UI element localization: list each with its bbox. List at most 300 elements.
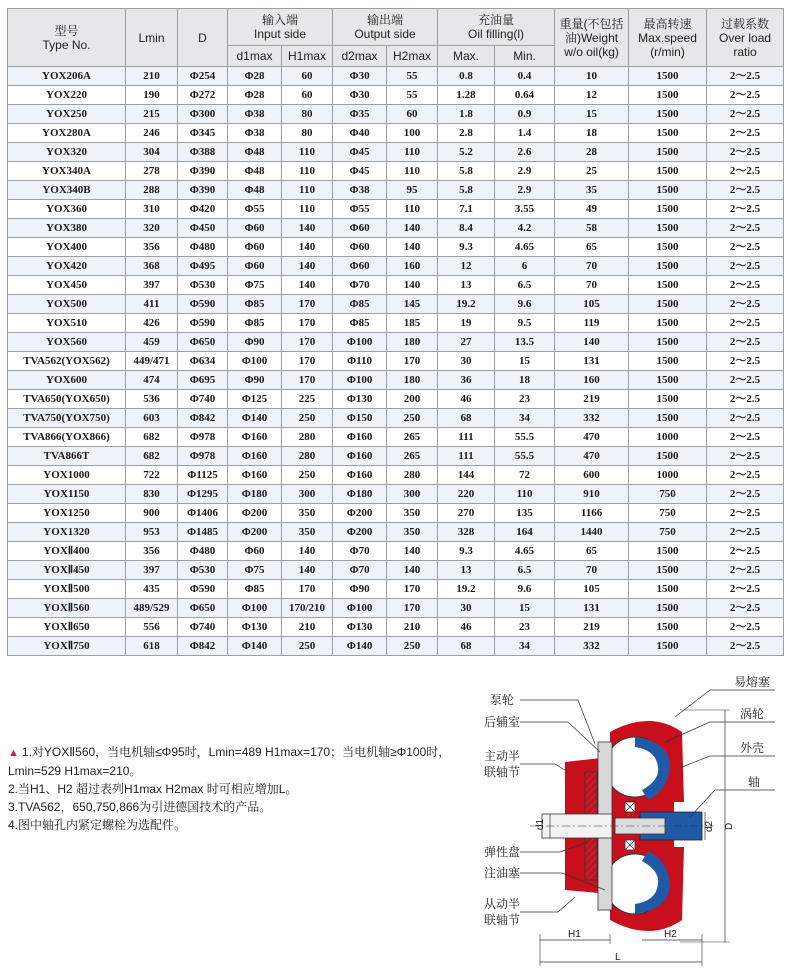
- cell-speed: 1500: [629, 333, 707, 352]
- cell-h1max: 60: [282, 67, 333, 86]
- cell-d: Φ450: [178, 219, 228, 238]
- cell-lmin: 536: [126, 390, 178, 409]
- cell-type: YOX340B: [8, 181, 126, 200]
- cell-d: Φ650: [178, 333, 228, 352]
- cell-oil-min: 1.4: [495, 124, 555, 143]
- table-row: [8, 314, 784, 333]
- cell-speed: 1500: [629, 124, 707, 143]
- cell-d: Φ530: [178, 561, 228, 580]
- cell-d2max: Φ150: [333, 409, 387, 428]
- cell-d1max: Φ75: [228, 276, 282, 295]
- cell-weight: 332: [555, 637, 629, 656]
- cell-d1max: Φ60: [228, 542, 282, 561]
- cell-h1max: 250: [282, 466, 333, 485]
- cell-d: Φ978: [178, 428, 228, 447]
- cell-d: Φ978: [178, 447, 228, 466]
- cell-h1max: 170: [282, 295, 333, 314]
- cell-d2max: Φ85: [333, 295, 387, 314]
- cell-overload: 2～2.5: [707, 618, 784, 637]
- cell-overload: 2～2.5: [707, 390, 784, 409]
- cell-overload: 2～2.5: [707, 314, 784, 333]
- cell-speed: 1500: [629, 276, 707, 295]
- cell-lmin: 426: [126, 314, 178, 333]
- cell-oil-max: 12: [438, 257, 495, 276]
- cell-h2max: 350: [387, 504, 438, 523]
- cell-d2max: Φ160: [333, 428, 387, 447]
- cell-oil-max: 19.2: [438, 295, 495, 314]
- header-oil-min: Min.: [495, 46, 555, 67]
- cell-type: YOX206A: [8, 67, 126, 86]
- cell-d2max: Φ30: [333, 86, 387, 105]
- cell-oil-max: 9.3: [438, 542, 495, 561]
- cell-lmin: 474: [126, 371, 178, 390]
- cell-speed: 1500: [629, 352, 707, 371]
- cell-d2max: Φ90: [333, 580, 387, 599]
- table-row: [8, 618, 784, 637]
- cell-overload: 2～2.5: [707, 333, 784, 352]
- cell-oil-max: 5.8: [438, 162, 495, 181]
- cell-h2max: 140: [387, 219, 438, 238]
- cell-h2max: 180: [387, 371, 438, 390]
- cell-lmin: 953: [126, 523, 178, 542]
- cell-weight: 105: [555, 580, 629, 599]
- table-row: [8, 238, 784, 257]
- spec-table-body: [8, 67, 784, 656]
- cell-type: YOXⅡ500: [8, 580, 126, 599]
- cell-speed: 750: [629, 485, 707, 504]
- cell-oil-max: 46: [438, 618, 495, 637]
- cell-d2max: Φ140: [333, 637, 387, 656]
- cell-speed: 1500: [629, 580, 707, 599]
- cell-oil-min: 164: [495, 523, 555, 542]
- table-row: [8, 409, 784, 428]
- label-shaft: 轴: [748, 775, 761, 789]
- cell-d: Φ420: [178, 200, 228, 219]
- cell-d2max: Φ85: [333, 314, 387, 333]
- cell-lmin: 618: [126, 637, 178, 656]
- cell-lmin: 368: [126, 257, 178, 276]
- cell-type: TVA866(YOX866): [8, 428, 126, 447]
- cell-oil-min: 15: [495, 352, 555, 371]
- cell-speed: 1500: [629, 238, 707, 257]
- table-row: [8, 276, 784, 295]
- cell-type: YOX400: [8, 238, 126, 257]
- cell-d: Φ842: [178, 409, 228, 428]
- cell-d2max: Φ60: [333, 257, 387, 276]
- cell-d: Φ254: [178, 67, 228, 86]
- cell-overload: 2～2.5: [707, 447, 784, 466]
- cell-d: Φ1485: [178, 523, 228, 542]
- cell-speed: 1000: [629, 428, 707, 447]
- header-speed: 最高转速 Max.speed (r/min): [629, 9, 707, 67]
- cell-oil-min: 9.6: [495, 295, 555, 314]
- cell-d: Φ1295: [178, 485, 228, 504]
- cell-h2max: 55: [387, 67, 438, 86]
- cell-h2max: 200: [387, 390, 438, 409]
- cell-d2max: Φ160: [333, 466, 387, 485]
- cell-d: Φ590: [178, 314, 228, 333]
- cell-lmin: 682: [126, 447, 178, 466]
- cell-h2max: 140: [387, 238, 438, 257]
- cell-speed: 1000: [629, 466, 707, 485]
- cell-oil-max: 19.2: [438, 580, 495, 599]
- cell-d1max: Φ140: [228, 637, 282, 656]
- cell-oil-max: 27: [438, 333, 495, 352]
- cell-h1max: 140: [282, 257, 333, 276]
- cell-lmin: 459: [126, 333, 178, 352]
- cell-d: Φ740: [178, 390, 228, 409]
- cell-d1max: Φ100: [228, 352, 282, 371]
- cell-d1max: Φ48: [228, 162, 282, 181]
- cell-weight: 470: [555, 447, 629, 466]
- cell-h1max: 140: [282, 542, 333, 561]
- dim-L: L: [615, 952, 621, 963]
- cell-speed: 750: [629, 523, 707, 542]
- cell-speed: 1500: [629, 67, 707, 86]
- cell-d2max: Φ130: [333, 618, 387, 637]
- cell-overload: 2～2.5: [707, 466, 784, 485]
- dim-H2: H2: [664, 929, 677, 940]
- cell-weight: 219: [555, 618, 629, 637]
- header-output: 输出端 Output side: [333, 9, 438, 46]
- cell-speed: 1500: [629, 447, 707, 466]
- cell-h2max: 110: [387, 162, 438, 181]
- cell-d2max: Φ180: [333, 485, 387, 504]
- label-drive-half-2: 联轴节: [484, 765, 521, 779]
- cell-h1max: 60: [282, 86, 333, 105]
- cell-overload: 2～2.5: [707, 542, 784, 561]
- cell-d: Φ345: [178, 124, 228, 143]
- header-d1max: d1max: [228, 46, 282, 67]
- cell-lmin: 682: [126, 428, 178, 447]
- header-d2max: d2max: [333, 46, 387, 67]
- cell-oil-max: 46: [438, 390, 495, 409]
- header-oil-max: Max.: [438, 46, 495, 67]
- cell-oil-min: 110: [495, 485, 555, 504]
- cell-speed: 1500: [629, 599, 707, 618]
- table-row: [8, 485, 784, 504]
- table-row: [8, 466, 784, 485]
- cell-oil-min: 4.65: [495, 238, 555, 257]
- cell-overload: 2～2.5: [707, 523, 784, 542]
- cell-h2max: 140: [387, 542, 438, 561]
- cell-type: YOX250: [8, 105, 126, 124]
- cell-oil-max: 36: [438, 371, 495, 390]
- header-overload: 过载系数 Over load ratio: [707, 9, 784, 67]
- cell-type: TVA866T: [8, 447, 126, 466]
- cell-d: Φ495: [178, 257, 228, 276]
- cell-lmin: 556: [126, 618, 178, 637]
- table-row: [8, 523, 784, 542]
- cell-oil-min: 34: [495, 409, 555, 428]
- cell-h1max: 170: [282, 352, 333, 371]
- cell-oil-max: 8.4: [438, 219, 495, 238]
- cell-speed: 1500: [629, 257, 707, 276]
- cell-h1max: 110: [282, 143, 333, 162]
- cell-weight: 219: [555, 390, 629, 409]
- table-row: [8, 542, 784, 561]
- cell-lmin: 449/471: [126, 352, 178, 371]
- cell-speed: 1500: [629, 200, 707, 219]
- table-row: [8, 504, 784, 523]
- cell-h2max: 265: [387, 428, 438, 447]
- cell-oil-max: 144: [438, 466, 495, 485]
- cell-h2max: 110: [387, 200, 438, 219]
- cell-type: YOX220: [8, 86, 126, 105]
- cell-d1max: Φ60: [228, 257, 282, 276]
- cell-weight: 70: [555, 257, 629, 276]
- cell-lmin: 900: [126, 504, 178, 523]
- cell-lmin: 215: [126, 105, 178, 124]
- cell-overload: 2～2.5: [707, 485, 784, 504]
- cell-d1max: Φ28: [228, 86, 282, 105]
- table-row: [8, 86, 784, 105]
- cell-oil-max: 5.8: [438, 181, 495, 200]
- table-row: [8, 295, 784, 314]
- label-drive-half-1: 主动半: [484, 749, 521, 763]
- cell-overload: 2～2.5: [707, 504, 784, 523]
- table-row: [8, 124, 784, 143]
- table-row: [8, 257, 784, 276]
- cell-weight: 35: [555, 181, 629, 200]
- cell-d2max: Φ55: [333, 200, 387, 219]
- cell-oil-min: 2.9: [495, 162, 555, 181]
- cell-weight: 105: [555, 295, 629, 314]
- cell-oil-min: 15: [495, 599, 555, 618]
- cell-overload: 2～2.5: [707, 124, 784, 143]
- table-row: [8, 428, 784, 447]
- cell-d: Φ590: [178, 580, 228, 599]
- cell-overload: 2～2.5: [707, 219, 784, 238]
- cell-weight: 25: [555, 162, 629, 181]
- cell-d2max: Φ70: [333, 561, 387, 580]
- cell-overload: 2～2.5: [707, 238, 784, 257]
- cell-h1max: 80: [282, 124, 333, 143]
- label-fusible-plug: 易熔塞: [734, 675, 771, 689]
- cell-lmin: 397: [126, 561, 178, 580]
- cell-weight: 15: [555, 105, 629, 124]
- cell-speed: 1500: [629, 542, 707, 561]
- cell-h1max: 140: [282, 276, 333, 295]
- cell-d: Φ300: [178, 105, 228, 124]
- cell-weight: 160: [555, 371, 629, 390]
- cell-h2max: 300: [387, 485, 438, 504]
- table-row: [8, 181, 784, 200]
- cell-type: YOXⅡ750: [8, 637, 126, 656]
- cell-type: YOX420: [8, 257, 126, 276]
- label-pump-wheel: 泵轮: [490, 693, 515, 707]
- cell-h1max: 300: [282, 485, 333, 504]
- cell-h2max: 250: [387, 409, 438, 428]
- cell-oil-min: 3.55: [495, 200, 555, 219]
- dim-d1: d1: [535, 818, 546, 830]
- cell-weight: 131: [555, 352, 629, 371]
- header-d: D: [178, 9, 228, 67]
- cell-lmin: 356: [126, 238, 178, 257]
- table-row: [8, 599, 784, 618]
- cell-lmin: 310: [126, 200, 178, 219]
- cell-type: YOX1000: [8, 466, 126, 485]
- cell-type: TVA650(YOX650): [8, 390, 126, 409]
- cell-speed: 1500: [629, 314, 707, 333]
- table-row: [8, 200, 784, 219]
- cell-oil-max: 30: [438, 352, 495, 371]
- cell-oil-min: 4.65: [495, 542, 555, 561]
- cell-overload: 2～2.5: [707, 580, 784, 599]
- cell-d1max: Φ160: [228, 466, 282, 485]
- coupling-cross-section-diagram: [470, 672, 785, 972]
- cell-lmin: 356: [126, 542, 178, 561]
- cell-lmin: 489/529: [126, 599, 178, 618]
- cell-type: TVA750(YOX750): [8, 409, 126, 428]
- cell-d: Φ634: [178, 352, 228, 371]
- cell-type: YOX280A: [8, 124, 126, 143]
- cell-type: YOX560: [8, 333, 126, 352]
- cell-oil-min: 6.5: [495, 276, 555, 295]
- cell-oil-min: 0.9: [495, 105, 555, 124]
- cell-d1max: Φ160: [228, 428, 282, 447]
- cell-lmin: 246: [126, 124, 178, 143]
- cell-d1max: Φ90: [228, 333, 282, 352]
- cell-type: YOX450: [8, 276, 126, 295]
- table-row: [8, 105, 784, 124]
- cell-overload: 2～2.5: [707, 599, 784, 618]
- dim-H1: H1: [568, 929, 581, 940]
- cell-overload: 2～2.5: [707, 295, 784, 314]
- label-driven-half-1: 从动半: [484, 897, 521, 911]
- cell-h2max: 55: [387, 86, 438, 105]
- cell-d2max: Φ100: [333, 599, 387, 618]
- cell-lmin: 830: [126, 485, 178, 504]
- cell-d2max: Φ70: [333, 276, 387, 295]
- cell-d1max: Φ60: [228, 219, 282, 238]
- cell-overload: 2～2.5: [707, 371, 784, 390]
- cell-h2max: 160: [387, 257, 438, 276]
- cell-d: Φ390: [178, 181, 228, 200]
- cell-lmin: 304: [126, 143, 178, 162]
- cell-oil-max: 13: [438, 561, 495, 580]
- cell-type: YOX1250: [8, 504, 126, 523]
- note-line-1: ▲ 1.对YOXⅡ560，当电机轴≤Φ95时，Lmin=489 H1max=170；当电机轴≥Φ100时，: [8, 745, 451, 759]
- cell-lmin: 722: [126, 466, 178, 485]
- cell-oil-min: 6: [495, 257, 555, 276]
- table-row: [8, 447, 784, 466]
- cell-speed: 1500: [629, 409, 707, 428]
- cell-lmin: 190: [126, 86, 178, 105]
- cell-speed: 750: [629, 504, 707, 523]
- cell-oil-max: 7.1: [438, 200, 495, 219]
- cell-oil-min: 135: [495, 504, 555, 523]
- header-weight: 重量(不包括 油)Weight w/o oil(kg): [555, 9, 629, 67]
- cell-weight: 65: [555, 542, 629, 561]
- cell-weight: 65: [555, 238, 629, 257]
- cell-d2max: Φ60: [333, 219, 387, 238]
- cell-d2max: Φ30: [333, 67, 387, 86]
- cell-speed: 1500: [629, 219, 707, 238]
- cell-h2max: 110: [387, 143, 438, 162]
- header-lmin: Lmin: [126, 9, 178, 67]
- header-oil: 充油量 Oil filling(l): [438, 9, 555, 46]
- cell-h2max: 180: [387, 333, 438, 352]
- cell-lmin: 288: [126, 181, 178, 200]
- cell-oil-min: 0.4: [495, 67, 555, 86]
- table-row: [8, 371, 784, 390]
- cell-oil-min: 72: [495, 466, 555, 485]
- cell-oil-max: 270: [438, 504, 495, 523]
- header-input: 输入端 Input side: [228, 9, 333, 46]
- cell-d1max: Φ48: [228, 143, 282, 162]
- cell-oil-min: 2.9: [495, 181, 555, 200]
- cell-type: YOX1320: [8, 523, 126, 542]
- cell-h1max: 140: [282, 219, 333, 238]
- cell-speed: 1500: [629, 86, 707, 105]
- cell-d: Φ590: [178, 295, 228, 314]
- cell-d1max: Φ60: [228, 238, 282, 257]
- cell-d: Φ740: [178, 618, 228, 637]
- cell-oil-min: 13.5: [495, 333, 555, 352]
- cell-weight: 70: [555, 276, 629, 295]
- cell-h1max: 250: [282, 409, 333, 428]
- cell-lmin: 397: [126, 276, 178, 295]
- cell-d2max: Φ100: [333, 333, 387, 352]
- cell-d: Φ530: [178, 276, 228, 295]
- cell-oil-max: 328: [438, 523, 495, 542]
- cell-speed: 1500: [629, 162, 707, 181]
- cell-weight: 58: [555, 219, 629, 238]
- triangle-marker-icon: ▲: [8, 747, 19, 759]
- cell-d1max: Φ140: [228, 409, 282, 428]
- cell-weight: 332: [555, 409, 629, 428]
- cell-speed: 1500: [629, 143, 707, 162]
- cell-d: Φ390: [178, 162, 228, 181]
- cell-oil-max: 9.3: [438, 238, 495, 257]
- cell-weight: 28: [555, 143, 629, 162]
- cell-d2max: Φ38: [333, 181, 387, 200]
- header-h2max: H2max: [387, 46, 438, 67]
- cell-speed: 1500: [629, 618, 707, 637]
- cell-speed: 1500: [629, 295, 707, 314]
- note-line-2: Lmin=529 H1max=210。: [8, 764, 142, 778]
- cell-h1max: 170: [282, 333, 333, 352]
- cell-d2max: Φ130: [333, 390, 387, 409]
- cell-lmin: 603: [126, 409, 178, 428]
- cell-oil-min: 9.6: [495, 580, 555, 599]
- cell-weight: 140: [555, 333, 629, 352]
- cell-d: Φ480: [178, 542, 228, 561]
- cell-h1max: 110: [282, 181, 333, 200]
- label-rear-aux: 后辅室: [484, 715, 521, 729]
- cell-h2max: 170: [387, 580, 438, 599]
- cell-overload: 2～2.5: [707, 105, 784, 124]
- cell-overload: 2～2.5: [707, 86, 784, 105]
- cell-type: YOXⅡ400: [8, 542, 126, 561]
- cell-h2max: 185: [387, 314, 438, 333]
- cell-h1max: 350: [282, 523, 333, 542]
- cell-type: YOX340A: [8, 162, 126, 181]
- table-row: [8, 219, 784, 238]
- cell-h1max: 140: [282, 238, 333, 257]
- cell-d2max: Φ100: [333, 371, 387, 390]
- cell-d2max: Φ45: [333, 143, 387, 162]
- cell-d1max: Φ85: [228, 580, 282, 599]
- cell-d1max: Φ38: [228, 124, 282, 143]
- cell-h1max: 170: [282, 314, 333, 333]
- cell-overload: 2～2.5: [707, 428, 784, 447]
- label-oil-plug: 注油塞: [484, 866, 521, 880]
- cell-d1max: Φ75: [228, 561, 282, 580]
- cell-oil-min: 23: [495, 618, 555, 637]
- cell-lmin: 411: [126, 295, 178, 314]
